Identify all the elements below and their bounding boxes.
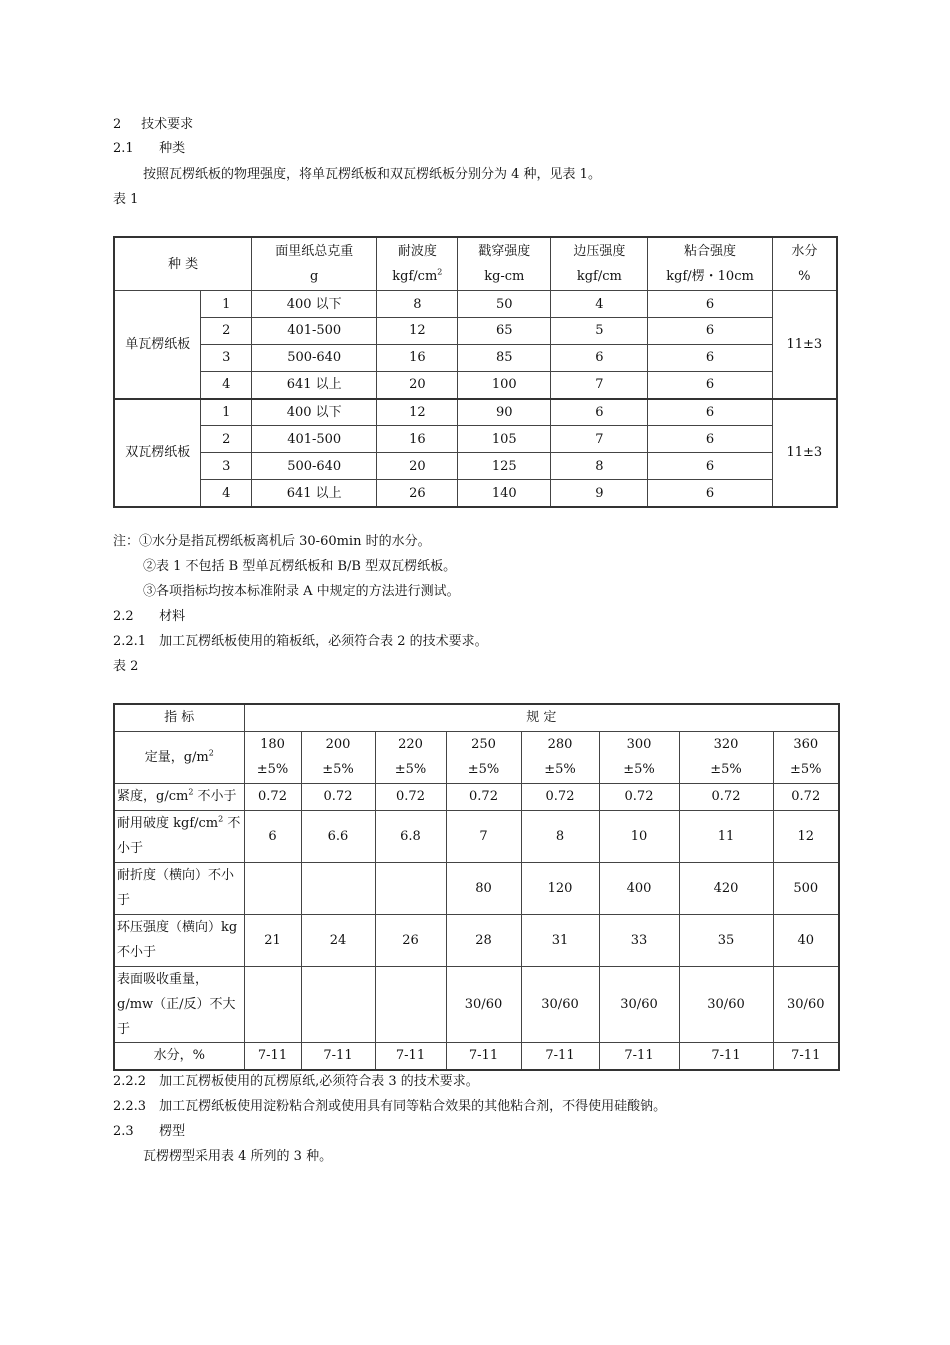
table-1-header-puncture: 戳穿强度 kg-cm xyxy=(458,237,551,291)
table-cell: 500-640 xyxy=(252,453,377,480)
table-cell: 12 xyxy=(377,399,458,426)
table-cell: 30/60 xyxy=(521,966,599,1042)
table-2-row xyxy=(114,966,839,1042)
note-2: ②表 1 不包括 B 型单瓦楞纸板和 B/B 型双瓦楞纸板。 xyxy=(143,559,457,574)
table-cell: 85 xyxy=(458,344,551,371)
table-2-row xyxy=(114,1042,839,1070)
table-cell: 500-640 xyxy=(252,344,377,371)
table-1-row xyxy=(114,399,837,426)
table-2-header-spec: 规 定 xyxy=(244,704,839,731)
table-cell: 12 xyxy=(773,810,839,862)
table-cell xyxy=(375,862,446,914)
table-cell: 6 xyxy=(648,344,772,371)
table-cell: 4 xyxy=(201,371,252,398)
table-1-group-moisture: 11±3 xyxy=(772,399,837,507)
table-cell: 7-11 xyxy=(301,1042,375,1070)
table-cell: 500 xyxy=(773,862,839,914)
table-2-row-label: 耐折度（横向）不小于 xyxy=(114,862,244,914)
note-3: ③各项指标均按本标准附录 A 中规定的方法进行测试。 xyxy=(143,584,460,599)
table-1-header-edge: 边压强度 kgf/cm xyxy=(551,237,648,291)
table-cell: 35 xyxy=(679,914,773,966)
table-cell: 105 xyxy=(458,426,551,453)
table-cell: 40 xyxy=(773,914,839,966)
table-1-row xyxy=(114,480,837,507)
table-cell: 6 xyxy=(648,480,772,507)
table-cell: 320 ±5% xyxy=(679,731,773,783)
table-cell: 3 xyxy=(201,453,252,480)
table-cell: 2 xyxy=(201,426,252,453)
table-cell: 7-11 xyxy=(244,1042,301,1070)
table-cell: 2 xyxy=(201,318,252,345)
table-2-row-label: 紧度，$g/cm^2$ 不小于 xyxy=(114,783,244,810)
table-cell xyxy=(244,862,301,914)
table-2 xyxy=(113,703,840,1071)
table-cell: 401-500 xyxy=(252,426,377,453)
table-cell: 220 ±5% xyxy=(375,731,446,783)
table-cell: 120 xyxy=(521,862,599,914)
note-1: 注：①水分是指瓦楞纸板离机后 30-60min 时的水分。 xyxy=(113,534,431,549)
table-cell: 0.72 xyxy=(301,783,375,810)
table-cell: 6.8 xyxy=(375,810,446,862)
table-cell: 12 xyxy=(377,318,458,345)
table-1-header-row xyxy=(114,237,837,291)
table-2-row-label: 环压强度（横向）kg 不小于 xyxy=(114,914,244,966)
table-cell: 24 xyxy=(301,914,375,966)
section-2-1-paragraph: 按照瓦楞纸板的物理强度，将单瓦楞纸板和双瓦楞纸板分别分为 4 种，见表 1。 xyxy=(143,167,601,182)
table-cell: 0.72 xyxy=(244,783,301,810)
table-cell: 641 以上 xyxy=(252,480,377,507)
table-cell: 0.72 xyxy=(521,783,599,810)
table-cell: 6 xyxy=(244,810,301,862)
table-cell: 0.72 xyxy=(375,783,446,810)
table-cell: 9 xyxy=(551,480,648,507)
table-cell: 400 以下 xyxy=(252,399,377,426)
table-1-row xyxy=(114,426,837,453)
table-cell: 16 xyxy=(377,426,458,453)
table-cell: 5 xyxy=(551,318,648,345)
table-cell: 125 xyxy=(458,453,551,480)
table-2-header-row xyxy=(114,704,839,731)
table-cell: 7 xyxy=(551,371,648,398)
table-2-header-index: 指 标 xyxy=(114,704,244,731)
table-cell: 420 xyxy=(679,862,773,914)
table-2-caption: 表 2 xyxy=(113,659,139,674)
table-cell: 8 xyxy=(521,810,599,862)
table-cell: 16 xyxy=(377,344,458,371)
table-cell: 400 xyxy=(599,862,679,914)
table-cell: 641 以上 xyxy=(252,371,377,398)
table-1-header-weight: 面里纸总克重 g xyxy=(252,237,377,291)
table-cell: 3 xyxy=(201,344,252,371)
table-cell: 7 xyxy=(551,426,648,453)
section-2-2-3: 2.2.3 加工瓦楞纸板使用淀粉粘合剂或使用具有同等粘合效果的其他粘合剂，不得使用硅酸钠。 xyxy=(113,1099,667,1114)
section-2-2-1: 2.2.1 加工瓦楞纸板使用的箱板纸，必须符合表 2 的技术要求。 xyxy=(113,634,488,649)
table-cell: 80 xyxy=(446,862,521,914)
table-cell: 10 xyxy=(599,810,679,862)
table-cell: 26 xyxy=(377,480,458,507)
table-1 xyxy=(113,236,838,508)
table-cell: 20 xyxy=(377,453,458,480)
section-2-2-2: 2.2.2 加工瓦楞板使用的瓦楞原纸,必须符合表 3 的技术要求。 xyxy=(113,1074,479,1089)
table-1-group-name: 双瓦楞纸板 xyxy=(114,399,201,507)
table-cell: 7-11 xyxy=(599,1042,679,1070)
table-cell: 30/60 xyxy=(599,966,679,1042)
table-cell: 6 xyxy=(648,399,772,426)
table-cell: 0.72 xyxy=(599,783,679,810)
table-cell: 65 xyxy=(458,318,551,345)
table-1-row xyxy=(114,291,837,318)
table-cell: 26 xyxy=(375,914,446,966)
table-cell: 280 ±5% xyxy=(521,731,599,783)
table-2-row-label: 定量，$g/m^2$ xyxy=(114,731,244,783)
table-2-row xyxy=(114,731,839,783)
table-cell: 6 xyxy=(551,344,648,371)
table-1-header-wave: 耐波度 kgf/$cm^2$ xyxy=(377,237,458,291)
table-cell: 7-11 xyxy=(773,1042,839,1070)
section-2-2-heading: 2.2 材料 xyxy=(113,609,186,624)
table-cell: 21 xyxy=(244,914,301,966)
table-2-row xyxy=(114,914,839,966)
section-2-heading: 2 技术要求 xyxy=(113,117,194,132)
table-1-group-moisture: 11±3 xyxy=(772,291,837,399)
table-cell: 0.72 xyxy=(446,783,521,810)
table-cell: 20 xyxy=(377,371,458,398)
table-cell: 30/60 xyxy=(446,966,521,1042)
table-cell: 1 xyxy=(201,291,252,318)
table-cell xyxy=(244,966,301,1042)
table-cell: 100 xyxy=(458,371,551,398)
table-cell: 360 ±5% xyxy=(773,731,839,783)
table-cell: 250 ±5% xyxy=(446,731,521,783)
table-1-caption: 表 1 xyxy=(113,192,139,207)
section-2-3-paragraph: 瓦楞楞型采用表 4 所列的 3 种。 xyxy=(143,1149,333,1164)
table-cell: 4 xyxy=(551,291,648,318)
section-2-1-heading: 2.1 种类 xyxy=(113,141,186,156)
table-cell: 180 ±5% xyxy=(244,731,301,783)
table-2-row xyxy=(114,783,839,810)
table-cell: 6 xyxy=(648,453,772,480)
table-1-row xyxy=(114,344,837,371)
table-cell: 33 xyxy=(599,914,679,966)
table-cell: 11 xyxy=(679,810,773,862)
table-cell: 6 xyxy=(648,371,772,398)
table-2-row xyxy=(114,862,839,914)
table-cell: 30/60 xyxy=(773,966,839,1042)
table-cell xyxy=(375,966,446,1042)
table-1-header-kind: 种 类 xyxy=(114,237,252,291)
table-cell: 200 ±5% xyxy=(301,731,375,783)
table-cell: 31 xyxy=(521,914,599,966)
table-cell: 4 xyxy=(201,480,252,507)
table-cell: 6 xyxy=(648,426,772,453)
table-cell: 0.72 xyxy=(773,783,839,810)
table-cell: 7-11 xyxy=(446,1042,521,1070)
table-1-row xyxy=(114,453,837,480)
table-cell: 0.72 xyxy=(679,783,773,810)
table-cell: 1 xyxy=(201,399,252,426)
table-cell: 300 ±5% xyxy=(599,731,679,783)
table-cell: 140 xyxy=(458,480,551,507)
table-1-row xyxy=(114,318,837,345)
table-cell: 6.6 xyxy=(301,810,375,862)
table-cell: 401-500 xyxy=(252,318,377,345)
table-2-row-label: 表面吸收重量，g/mw（正/反）不大于 xyxy=(114,966,244,1042)
table-cell: 30/60 xyxy=(679,966,773,1042)
table-2-row-label: 耐用破度 kgf/$cm^2$ 不小于 xyxy=(114,810,244,862)
table-cell: 400 以下 xyxy=(252,291,377,318)
table-cell: 90 xyxy=(458,399,551,426)
table-cell: 6 xyxy=(648,291,772,318)
table-cell: 7-11 xyxy=(679,1042,773,1070)
table-2-row xyxy=(114,810,839,862)
table-cell: 7-11 xyxy=(375,1042,446,1070)
table-cell xyxy=(301,966,375,1042)
table-1-header-moisture: 水分 % xyxy=(772,237,837,291)
table-cell: 50 xyxy=(458,291,551,318)
section-2-3-heading: 2.3 楞型 xyxy=(113,1124,186,1139)
table-2-row-label: 水分，% xyxy=(114,1042,244,1070)
table-cell xyxy=(301,862,375,914)
table-cell: 28 xyxy=(446,914,521,966)
table-cell: 8 xyxy=(377,291,458,318)
table-cell: 6 xyxy=(648,318,772,345)
table-cell: 7 xyxy=(446,810,521,862)
table-cell: 7-11 xyxy=(521,1042,599,1070)
table-1-header-bond: 粘合强度 kgf/楞・10cm xyxy=(648,237,772,291)
table-1-row xyxy=(114,371,837,398)
table-cell: 6 xyxy=(551,399,648,426)
table-cell: 8 xyxy=(551,453,648,480)
table-1-group-name: 单瓦楞纸板 xyxy=(114,291,201,399)
